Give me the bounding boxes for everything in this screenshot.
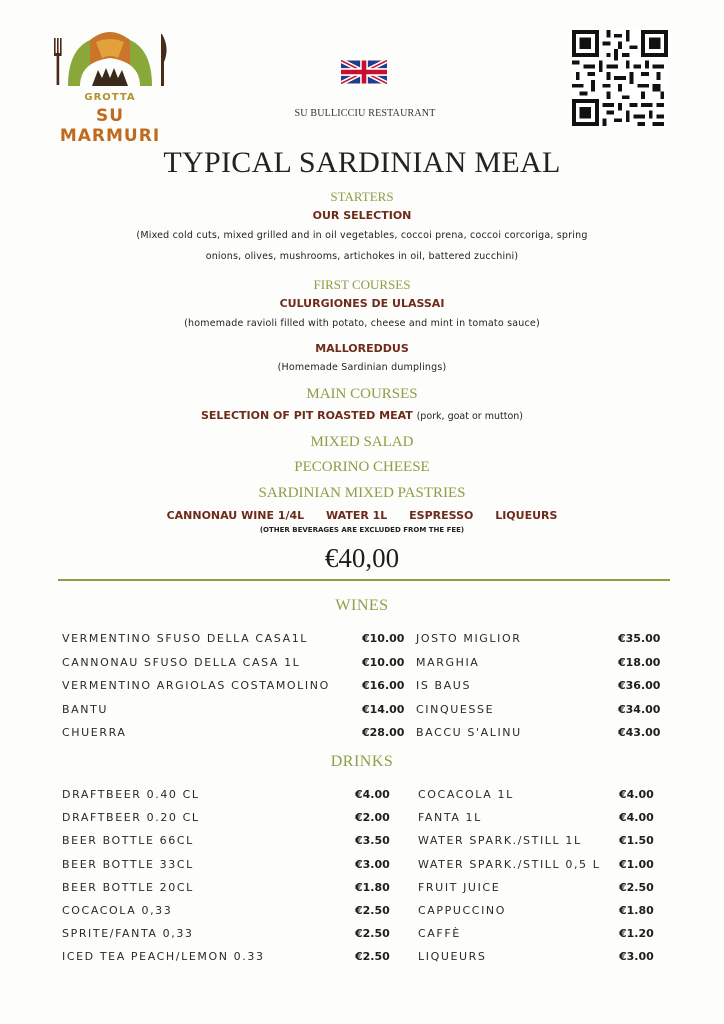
starters-desc-line2: onions, olives, mushrooms, artichokes in oil, battered zucchini) <box>205 251 519 262</box>
drink-item-price: €2.00 <box>355 811 390 825</box>
logo-text-top: GROTTA <box>84 92 136 103</box>
wine-item-name: CHUERRA <box>62 726 127 739</box>
wine-item-price: €18.00 <box>618 655 661 669</box>
beverage-note: (OTHER BEVERAGES ARE EXCLUDED FROM THE FEE) <box>259 526 465 534</box>
drink-item-price: €2.50 <box>355 904 390 917</box>
drink-item-name: FANTA 1L <box>418 811 482 825</box>
drink-item-price: €1.80 <box>619 904 654 917</box>
drink-item-price: €3.00 <box>355 857 390 871</box>
wine-item-price: €28.00 <box>362 726 405 739</box>
wine-item-price: €16.00 <box>362 679 405 692</box>
main-courses-heading: MAIN COURSES <box>306 386 418 402</box>
drink-item-price: €1.50 <box>619 834 654 848</box>
drink-item-price: €4.00 <box>619 811 654 825</box>
drink-item-price: €2.50 <box>355 950 390 964</box>
section-divider <box>58 579 670 581</box>
wine-item-name: MARGHIA <box>416 655 480 669</box>
first-courses-dish1: CULURGIONES DE ULASSAI <box>279 297 445 310</box>
logo-text-bottom: SU MARMURI <box>59 106 161 146</box>
wine-item-name: BANTU <box>62 702 109 716</box>
first-courses-heading: FIRST COURSES <box>313 277 411 292</box>
meal-price: €40,00 <box>324 543 400 573</box>
starters-desc-line1: (Mixed cold cuts, mixed grilled and in oil vegetables, coccoi prena, coccoi corcoriga, spring <box>136 230 588 241</box>
wine-item-name: CANNONAU SFUSO DELLA CASA 1L <box>62 655 301 669</box>
drink-item-price: €1.80 <box>355 880 390 894</box>
main-courses-dish <box>0 409 724 422</box>
drinks-title: DRINKS <box>330 753 394 770</box>
drink-item-name: COCACOLA 1L <box>418 788 514 801</box>
wine-item-price: €14.00 <box>362 702 405 716</box>
drink-item-name: BEER BOTTLE 20CL <box>62 880 194 894</box>
starters-heading: STARTERS <box>330 189 394 204</box>
starters-dish: OUR SELECTION <box>312 209 412 222</box>
drink-item-price: €2.50 <box>355 927 390 941</box>
drink-item-price: €3.00 <box>619 950 654 964</box>
drink-item-name: LIQUEURS <box>418 950 487 964</box>
drink-item-name: CAFFÈ <box>418 927 461 941</box>
wine-item-price: €43.00 <box>618 726 661 739</box>
wines-title: WINES <box>335 597 389 614</box>
first-courses-dish2: MALLOREDDUS <box>315 342 409 355</box>
wine-item-name: BACCU S'ALINU <box>416 726 522 739</box>
beverage-item: ESPRESSO <box>409 509 474 522</box>
wine-item-name: JOSTO MIGLIOR <box>416 632 522 645</box>
restaurant-name: SU BULLICCIU RESTAURANT <box>294 108 436 119</box>
drink-item-price: €3.50 <box>355 834 390 848</box>
wine-item-price: €36.00 <box>618 679 661 692</box>
beverage-item: CANNONAU WINE 1/4L <box>166 509 305 522</box>
drink-item-name: CAPPUCCINO <box>418 904 507 917</box>
qr-code-icon[interactable] <box>572 30 668 126</box>
beverage-item: WATER 1L <box>326 509 388 522</box>
drink-item-price: €4.00 <box>619 788 654 801</box>
included-beverages <box>0 509 724 522</box>
sardinian-pastries: SARDINIAN MIXED PASTRIES <box>258 485 466 501</box>
uk-flag-icon[interactable] <box>341 60 387 84</box>
drink-item-price: €4.00 <box>355 788 390 801</box>
wine-item-price: €10.00 <box>362 632 405 645</box>
drink-item-price: €1.00 <box>619 857 654 871</box>
drink-item-name: WATER SPARK./STILL 0,5 L <box>418 857 601 871</box>
drink-item-name: WATER SPARK./STILL 1L <box>418 834 582 848</box>
main-courses-dish-note: (pork, goat or mutton) <box>416 411 524 422</box>
wine-item-price: €10.00 <box>362 655 405 669</box>
drink-item-name: COCACOLA 0,33 <box>62 904 173 917</box>
wine-item-name: VERMENTINO SFUSO DELLA CASA1L <box>62 632 309 645</box>
first-courses-desc2: (Homemade Sardinian dumplings) <box>277 362 447 373</box>
wine-item-price: €35.00 <box>618 632 661 645</box>
drink-item-price: €1.20 <box>619 927 654 941</box>
drink-item-name: FRUIT JUICE <box>418 880 501 894</box>
drink-item-name: SPRITE/FANTA 0,33 <box>62 927 194 941</box>
beverage-item: LIQUEURS <box>495 509 558 522</box>
mixed-salad: MIXED SALAD <box>310 434 414 450</box>
first-courses-desc1: (homemade ravioli filled with potato, cheese and mint in tomato sauce) <box>184 318 540 329</box>
wine-item-name: CINQUESSE <box>416 702 495 716</box>
drink-item-name: DRAFTBEER 0.40 CL <box>62 788 200 801</box>
drink-item-name: DRAFTBEER 0.20 CL <box>62 811 200 825</box>
wine-item-name: VERMENTINO ARGIOLAS COSTAMOLINO <box>62 679 330 692</box>
main-courses-dish-name: SELECTION OF PIT ROASTED MEAT <box>200 409 413 422</box>
wine-item-price: €34.00 <box>618 702 661 716</box>
wine-item-name: IS BAUS <box>416 679 472 692</box>
drink-item-price: €2.50 <box>619 880 654 894</box>
menu-title: TYPICAL SARDINIAN MEAL <box>163 146 561 179</box>
drink-item-name: BEER BOTTLE 66CL <box>62 834 194 848</box>
drink-item-name: ICED TEA PEACH/LEMON 0.33 <box>62 950 265 964</box>
pecorino-cheese: PECORINO CHEESE <box>294 459 430 475</box>
drink-item-name: BEER BOTTLE 33CL <box>62 857 194 871</box>
